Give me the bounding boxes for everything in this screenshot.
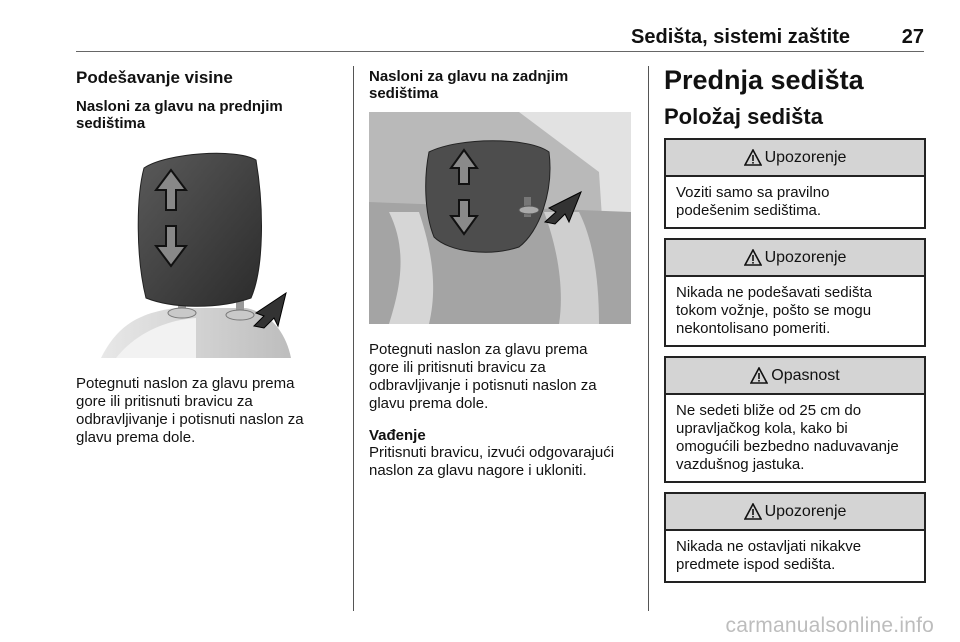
warning-box-4-body: [666, 531, 924, 581]
warning-box-2-line-1: Nikada ne podešavati sedišta: [676, 284, 872, 301]
rear-caption-line-2: gore ili pritisnuti bravicu za: [369, 359, 546, 376]
subsection-title-front-line1: Nasloni za glavu na prednjim: [76, 98, 283, 115]
warning-triangle-icon: [744, 503, 762, 520]
column-3: [664, 64, 934, 130]
warning-box-2-label: Upozorenje: [764, 248, 847, 266]
section-title-height-adjustment: Podešavanje visine: [76, 68, 233, 87]
warning-box-1-line-2: podešenim sedištima.: [676, 202, 822, 219]
danger-box-line-3: omogućili bezbedno naduvavanje: [676, 438, 899, 455]
column-divider-2: [648, 66, 649, 611]
warning-box-1-line-1: Voziti samo sa pravilno: [676, 184, 830, 201]
subsection-title-rear-line2: sedištima: [369, 85, 439, 102]
front-seats-title: Prednja sedišta: [664, 65, 864, 95]
rear-caption-line-4: glavu prema dole.: [369, 395, 489, 412]
front-headrest-illustration-icon: [96, 148, 296, 358]
front-caption-line-2: gore ili pritisnuti bravicu za: [76, 393, 253, 410]
removal-line-1: Pritisnuti bravicu, izvući odgovarajući: [369, 444, 615, 461]
subsection-title-front-line2: sedištima: [76, 115, 146, 132]
rear-caption: [369, 341, 644, 480]
rear-caption-line-3: odbravljivanje i potisnuti naslon za: [369, 377, 597, 394]
front-caption-line-4: glavu prema dole.: [76, 429, 196, 446]
removal-title: Vađenje: [369, 427, 426, 444]
seat-position-title: Položaj sedišta: [664, 104, 823, 129]
subsection-title-rear-line1: Nasloni za glavu na zadnjim: [369, 68, 569, 85]
warning-box-4: [664, 492, 926, 583]
column-2: [369, 68, 639, 102]
warning-box-2-body: [666, 277, 924, 345]
danger-box-body: [666, 395, 924, 481]
warning-box-4-line-1: Nikada ne ostavljati nikakve: [676, 538, 862, 555]
rear-headrest-photo-icon: [369, 112, 631, 324]
danger-box-header: [666, 358, 924, 395]
warning-triangle-icon: [750, 367, 768, 384]
header-rule: [76, 51, 924, 52]
warning-box-1-header: [666, 140, 924, 177]
front-caption-line-3: odbravljivanje i potisnuti naslon za: [76, 411, 304, 428]
page-number: 27: [901, 26, 924, 48]
warning-box-4-label: Upozorenje: [764, 502, 847, 520]
warning-box-2: [664, 238, 926, 347]
front-caption-line-1: Potegnuti naslon za glavu prema: [76, 375, 295, 392]
danger-box-label: Opasnost: [771, 366, 840, 384]
danger-box: [664, 356, 926, 483]
running-header-title: Sedišta, sistemi zaštite: [631, 26, 850, 48]
rear-caption-line-1: Potegnuti naslon za glavu prema: [369, 341, 588, 358]
removal-line-2: naslon za glavu nagore i ukloniti.: [369, 462, 587, 479]
warning-box-2-line-2: tokom vožnje, pošto se mogu: [676, 302, 872, 319]
danger-box-line-1: Ne sedeti bliže od 25 cm do: [676, 402, 862, 419]
warning-triangle-icon: [744, 149, 762, 166]
front-caption: [76, 375, 348, 447]
warning-box-1: [664, 138, 926, 229]
warning-box-1-label: Upozorenje: [764, 148, 847, 166]
watermark: carmanualsonline.info: [725, 614, 934, 637]
column-divider-1: [353, 66, 354, 611]
warning-box-2-line-3: nekontolisano pomeriti.: [676, 320, 831, 337]
warning-box-2-header: [666, 240, 924, 277]
rear-headrest-figure: [369, 112, 631, 324]
front-headrest-figure: [96, 148, 296, 358]
warning-box-4-header: [666, 494, 924, 531]
warning-box-4-line-2: predmete ispod sedišta.: [676, 556, 836, 573]
column-1: [76, 68, 346, 132]
warning-triangle-icon: [744, 249, 762, 266]
danger-box-line-4: vazdušnog jastuka.: [676, 456, 805, 473]
danger-box-line-2: upravljačkog kola, kako bi: [676, 420, 848, 437]
warning-box-1-body: [666, 177, 924, 227]
